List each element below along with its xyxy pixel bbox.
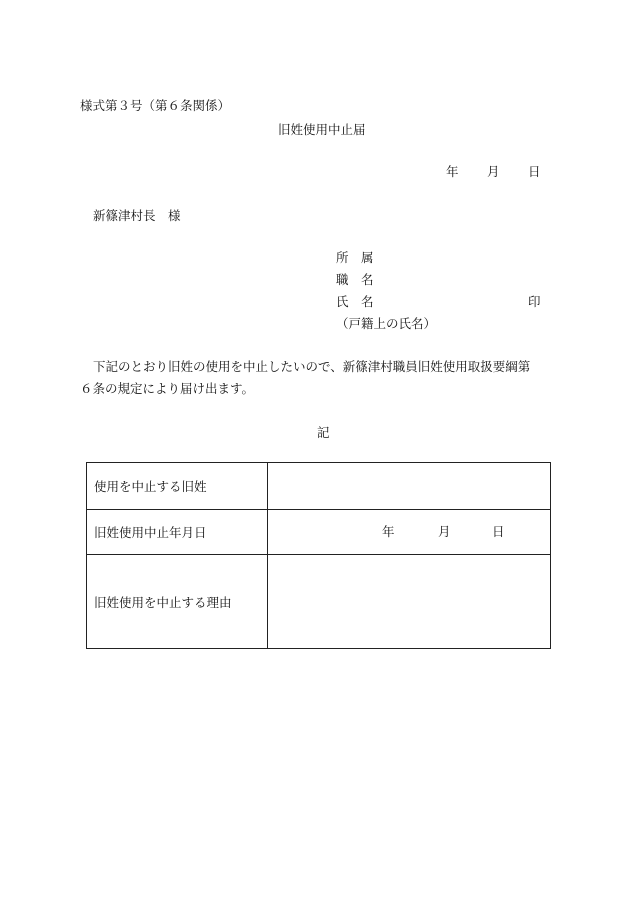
table-row-former-surname	[87, 463, 551, 510]
affiliation-label: 所 属	[336, 250, 374, 265]
form-number: 様式第３号（第６条関係）	[80, 98, 231, 113]
name-note: （戸籍上の氏名）	[336, 316, 437, 331]
discontinue-date-label: 旧姓使用中止年月日	[87, 510, 268, 555]
former-surname-field[interactable]	[268, 463, 551, 510]
addressee: 新篠津村長 様	[93, 208, 181, 223]
position-label: 職 名	[336, 272, 374, 287]
reason-label: 旧姓使用を中止する理由	[87, 555, 268, 649]
date-month-label: 月	[487, 164, 500, 179]
body-text-line-1: 下記のとおり旧姓の使用を中止したいので、新篠津村職員旧姓使用取扱要綱第	[93, 359, 531, 374]
discontinue-date-month: 月	[438, 523, 451, 539]
name-label: 氏 名	[336, 294, 374, 309]
date-year-label: 年	[446, 164, 459, 179]
discontinue-date-day: 日	[492, 523, 505, 539]
table-row-reason	[87, 555, 551, 649]
table-row-discontinue-date	[87, 510, 551, 555]
discontinue-date-field[interactable]	[268, 510, 551, 555]
detail-table	[86, 462, 551, 649]
document-title: 旧姓使用中止届	[278, 122, 366, 137]
ki-heading: 記	[317, 425, 330, 440]
former-surname-label: 使用を中止する旧姓	[87, 463, 268, 510]
reason-field[interactable]	[268, 555, 551, 649]
seal-mark: 印	[528, 294, 541, 309]
discontinue-date-year: 年	[382, 523, 395, 539]
date-day-label: 日	[528, 164, 541, 179]
body-text-line-2: ６条の規定により届け出ます。	[80, 381, 255, 396]
